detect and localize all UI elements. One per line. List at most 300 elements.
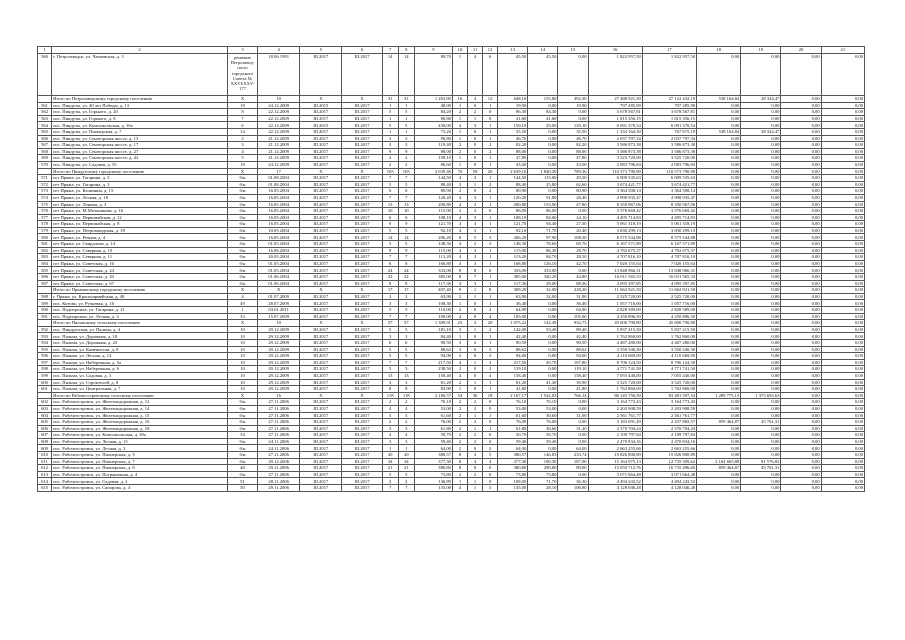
table-cell: 24,10 — [558, 214, 588, 221]
table-cell: 4 — [483, 313, 498, 320]
table-cell: 0,00 — [697, 445, 741, 452]
table-cell: 0,00 — [821, 181, 864, 188]
address-cell: пгт Пряжа, ул. Калинина, д. 15 — [52, 188, 228, 195]
table-row — [38, 379, 865, 386]
table-cell: 27,30 — [558, 221, 588, 228]
table-cell: 7 — [382, 194, 398, 201]
table-cell: 0,00 — [781, 379, 821, 386]
table-cell: 1 — [483, 128, 498, 135]
table-cell: 1 375 693,63 — [741, 392, 781, 399]
table-cell: 0,00 — [741, 194, 781, 201]
table-row — [38, 227, 865, 234]
table-cell: 13 — [398, 201, 414, 208]
table-cell: 0,00 — [821, 102, 864, 109]
table-row — [38, 188, 865, 195]
table-cell: III.2017 — [342, 274, 382, 281]
address-cell: пос. Пиндузы, ул. Комсомольская, д. 16а — [52, 122, 228, 129]
subtotal-row — [38, 392, 865, 399]
table-cell: 3 — [483, 234, 498, 241]
table-cell: 4 — [452, 280, 467, 287]
table-cell: 0 — [468, 366, 483, 373]
address-cell: пос. Рабочеостровск, ул. Пионерская, д. 8 — [52, 465, 228, 472]
table-cell: 28,10 — [528, 485, 558, 492]
subtotal-row — [38, 287, 865, 294]
table-cell: 0,00 — [781, 465, 821, 472]
table-cell: III.2017 — [300, 267, 342, 274]
column-number: 18 — [697, 47, 741, 54]
table-cell: 1 — [452, 128, 467, 135]
table-cell: III.2017 — [300, 260, 342, 267]
table-cell: 21.12.2009 — [258, 148, 300, 155]
table-cell: 54 — [452, 392, 467, 399]
table-cell: 21 — [382, 465, 398, 472]
table-cell: б/н — [227, 241, 257, 248]
table-cell: 4 — [452, 201, 467, 208]
table-cell: 0,00 — [697, 227, 741, 234]
table-row — [38, 274, 865, 281]
row-number-cell: 583 — [38, 254, 52, 261]
table-cell: 206,20 — [498, 234, 528, 241]
table-cell: 10 — [227, 339, 257, 346]
table-cell: 1 289 775,13 — [697, 392, 741, 399]
row-number-cell: 590 — [38, 307, 52, 314]
table-cell: 0,00 — [558, 432, 588, 439]
table-cell: 1 — [483, 221, 498, 228]
table-cell: 2 109 797,84 — [588, 432, 642, 439]
table-cell: 80,90 — [498, 188, 528, 195]
table-cell: 1 — [483, 161, 498, 168]
table-cell: 108,30 — [558, 234, 588, 241]
table-cell: 3 — [483, 359, 498, 366]
table-cell: III.2017 — [300, 346, 342, 353]
table-row — [38, 201, 865, 208]
table-cell: III.2017 — [342, 432, 382, 439]
table-cell: 1 — [452, 115, 467, 122]
table-cell: 1 — [483, 201, 498, 208]
table-cell: 4 — [483, 372, 498, 379]
table-cell: 28,70 — [558, 247, 588, 254]
table-cell: III.2017 — [300, 227, 342, 234]
row-number-cell: 613 — [38, 471, 52, 478]
table-cell: III.2017 — [342, 115, 382, 122]
table-cell: 30,60 — [528, 412, 558, 419]
table-cell: 13 — [382, 372, 398, 379]
table-cell: 73,80 — [528, 471, 558, 478]
table-row — [38, 247, 865, 254]
table-cell: 5 — [382, 181, 398, 188]
table-cell: 0,00 — [781, 247, 821, 254]
row-number-cell: 609 — [38, 445, 52, 452]
table-cell: 2 663 255,66 — [642, 445, 696, 452]
table-cell: 0,00 — [821, 135, 864, 142]
column-number: 6 — [342, 47, 382, 54]
table-cell: 1 — [468, 293, 483, 300]
table-cell: 90,50 — [558, 339, 588, 346]
table-cell: X — [227, 168, 257, 175]
table-cell: 88,62 — [558, 346, 588, 353]
table-cell: 0,00 — [781, 333, 821, 340]
table-cell: 0,00 — [741, 399, 781, 406]
table-cell: 3 — [452, 208, 467, 215]
table-cell: III.2017 — [342, 405, 382, 412]
table-cell: 4 — [452, 247, 467, 254]
table-cell: 3 — [382, 135, 398, 142]
table-cell: 0,00 — [821, 346, 864, 353]
table-cell: 3 678 567,81 — [642, 109, 696, 116]
table-cell: 0,00 — [741, 412, 781, 419]
table-cell: 0,00 — [697, 353, 741, 360]
table-cell: 0,00 — [697, 326, 741, 333]
table-cell: 21.12.2009 — [258, 155, 300, 162]
table-cell: 8 706 124,50 — [588, 359, 642, 366]
table-cell: 3 — [382, 300, 398, 307]
table-cell: 1 — [452, 54, 467, 96]
table-cell: 0,00 — [697, 274, 741, 281]
subtotal-row — [38, 168, 865, 175]
row-number-cell — [38, 168, 52, 175]
table-cell: 0,00 — [821, 161, 864, 168]
row-number-cell: 570 — [38, 161, 52, 168]
row-number-cell: 592 — [38, 326, 52, 333]
table-cell: 0,00 — [781, 274, 821, 281]
table-cell: 2 — [382, 419, 398, 426]
table-cell: 18 — [227, 161, 257, 168]
table-cell: III.2017 — [342, 122, 382, 129]
table-cell: 41,60 — [528, 115, 558, 122]
table-cell: 0,00 — [697, 399, 741, 406]
table-row — [38, 181, 865, 188]
table-cell: 0,00 — [697, 188, 741, 195]
table-cell: III.2017 — [300, 366, 342, 373]
table-cell: III.2017 — [342, 307, 382, 314]
table-cell: 39,90 — [558, 379, 588, 386]
table-cell: 88,62 — [498, 346, 528, 353]
table-cell: 2 828 589,00 — [588, 307, 642, 314]
table-cell: 61,60 — [414, 412, 452, 419]
table-cell: 0,00 — [697, 346, 741, 353]
row-number-cell: 566 — [38, 135, 52, 142]
table-cell: 129,10 — [558, 122, 588, 129]
table-cell: 7 — [382, 175, 398, 182]
table-cell: 0,00 — [741, 274, 781, 281]
table-cell: 1 — [483, 247, 498, 254]
table-cell: 0,00 — [697, 175, 741, 182]
address-cell: Итого по Пряжинскому городскому поселению — [52, 287, 228, 294]
table-cell: 0,00 — [781, 320, 821, 327]
table-row — [38, 465, 865, 472]
table-cell: X — [300, 320, 342, 327]
column-number: 20 — [781, 47, 821, 54]
address-cell: пос. Рабочеостровск, ул. Сапорова, д. 4 — [52, 485, 228, 492]
table-cell: 5 — [382, 471, 398, 478]
table-cell: 7 — [398, 194, 414, 201]
table-cell: 5 837 215,50 — [642, 326, 696, 333]
table-cell: 27.11.2006 — [258, 432, 300, 439]
table-cell: III.2017 — [342, 221, 382, 228]
table-cell: 59,40 — [414, 438, 452, 445]
table-cell: 59,40 — [528, 438, 558, 445]
table-cell: 0,00 — [697, 234, 741, 241]
table-cell: III.2017 — [342, 326, 382, 333]
table-row — [38, 405, 865, 412]
table-cell: 61,80 — [498, 425, 528, 432]
table-cell: 0,00 — [781, 161, 821, 168]
column-number: 12 — [483, 47, 498, 54]
table-row — [38, 452, 865, 459]
table-cell: 0 — [483, 267, 498, 274]
table-cell: 0,00 — [741, 471, 781, 478]
table-cell: 29.11.2006 — [258, 485, 300, 492]
table-cell: 5 — [398, 227, 414, 234]
table-cell: 14 — [398, 54, 414, 96]
table-cell: 10 — [227, 372, 257, 379]
table-cell: 1 — [483, 293, 498, 300]
table-cell: 6 — [398, 214, 414, 221]
table-cell: 2 — [452, 366, 467, 373]
table-cell: 0,00 — [821, 326, 864, 333]
table-cell: 0,00 — [781, 168, 821, 175]
table-cell: 0,00 — [741, 122, 781, 129]
table-cell: 3 — [468, 208, 483, 215]
table-cell: 6 167 571,89 — [588, 241, 642, 248]
table-cell: 165 — [382, 168, 398, 175]
table-cell: 0,00 — [528, 142, 558, 149]
table-cell: 29,00 — [528, 280, 558, 287]
table-cell: 0,00 — [781, 260, 821, 267]
table-cell: 4 998 935,47 — [588, 194, 642, 201]
table-cell: 5 — [398, 181, 414, 188]
table-cell: 2 — [468, 471, 483, 478]
table-cell: 5 — [483, 452, 498, 459]
table-cell: III.2017 — [342, 188, 382, 195]
table-cell: 0 — [483, 115, 498, 122]
table-cell: 41,80 — [558, 386, 588, 393]
table-cell: 34 — [398, 458, 414, 465]
table-cell: 76,10 — [414, 399, 452, 406]
row-number-cell: 603 — [38, 405, 52, 412]
table-cell: 31 — [382, 96, 398, 103]
table-cell: 0,00 — [821, 128, 864, 135]
table-cell: III.2015 — [300, 102, 342, 109]
table-cell: 16.05.2004 — [258, 201, 300, 208]
table-cell: 29.12.2009 — [258, 379, 300, 386]
row-number-cell: 571 — [38, 175, 52, 182]
table-cell: 0,00 — [697, 333, 741, 340]
table-cell: 110 573 790,90 — [588, 168, 642, 175]
table-cell: 105,00 — [498, 313, 528, 320]
table-cell: 0,00 — [741, 175, 781, 182]
table-cell: 110,00 — [414, 307, 452, 314]
table-cell: 2 639,46 — [414, 168, 452, 175]
table-cell: 81,20 — [498, 379, 528, 386]
table-cell: 22 — [398, 274, 414, 281]
table-cell: 1 — [483, 122, 498, 129]
table-cell: 5 061 318,19 — [642, 221, 696, 228]
table-cell: 3 — [468, 280, 483, 287]
table-cell: III.2017 — [300, 142, 342, 149]
table-cell: 5 — [382, 122, 398, 129]
table-cell: 80,90 — [558, 188, 588, 195]
table-cell: б/н — [227, 221, 257, 228]
table-cell: 86,60 — [414, 161, 452, 168]
table-cell: 92,10 — [414, 227, 452, 234]
table-cell: 36,40 — [558, 300, 588, 307]
table-cell: 2 — [452, 188, 467, 195]
table-cell: 290,80 — [528, 465, 558, 472]
table-row — [38, 432, 865, 439]
table-cell: 47,80 — [558, 201, 588, 208]
column-number: 9 — [414, 47, 452, 54]
table-cell: 0,00 — [821, 471, 864, 478]
table-cell: 0,00 — [741, 386, 781, 393]
table-cell: 76 — [452, 168, 467, 175]
table-cell: 27 122 432,19 — [642, 96, 696, 103]
table-cell: 6 091 370,54 — [642, 122, 696, 129]
table-cell: III.2017 — [300, 208, 342, 215]
table-cell: 4 — [468, 96, 483, 103]
row-number-cell: 598 — [38, 366, 52, 373]
table-cell: 0,00 — [528, 128, 558, 135]
table-cell: 19,90 — [498, 102, 528, 109]
table-cell: 0 — [468, 445, 483, 452]
table-row — [38, 478, 865, 485]
table-cell: 167,80 — [558, 359, 588, 366]
table-cell: 2 083 796,84 — [642, 161, 696, 168]
table-cell: 0,00 — [781, 339, 821, 346]
table-cell: 4 095 397,85 — [588, 280, 642, 287]
table-cell: 4 771 741,50 — [588, 366, 642, 373]
table-cell: 0,00 — [781, 208, 821, 215]
table-cell: 181,10 — [414, 326, 452, 333]
table-cell: 1 — [483, 412, 498, 419]
table-cell: X — [342, 392, 382, 399]
table-cell: б/н — [227, 254, 257, 261]
table-cell: 0,00 — [697, 372, 741, 379]
table-cell: 31,90 — [558, 293, 588, 300]
table-cell: 0,00 — [528, 307, 558, 314]
table-cell: 0,00 — [741, 478, 781, 485]
table-cell: III.2017 — [300, 372, 342, 379]
table-cell: 4 — [452, 372, 467, 379]
table-cell: 15 826 800,89 — [642, 452, 696, 459]
table-cell: 0,00 — [781, 353, 821, 360]
table-cell: 0,00 — [821, 372, 864, 379]
table-cell: 83,90 — [414, 386, 452, 393]
table-cell: 94,00 — [498, 353, 528, 360]
table-cell: 3 525 720,00 — [642, 379, 696, 386]
table-cell: 84,70 — [528, 254, 558, 261]
table-cell: 33 — [227, 313, 257, 320]
table-cell: 5 — [227, 155, 257, 162]
table-row — [38, 102, 865, 109]
table-cell: 0 — [468, 307, 483, 314]
table-cell: 24.11.2006 — [258, 445, 300, 452]
table-cell: 53,00 — [498, 405, 528, 412]
table-cell: 0,00 — [821, 485, 864, 492]
address-cell: пос. Рабочеостровск, ул. Железнодорожная, д. 16 — [52, 419, 228, 426]
table-cell: 29.12.2006 — [258, 458, 300, 465]
table-cell: 0,00 — [697, 161, 741, 168]
table-cell: 0,00 — [781, 471, 821, 478]
table-cell: 88,36 — [558, 280, 588, 287]
table-cell: 1 — [483, 333, 498, 340]
table-cell: 333,00 — [414, 267, 452, 274]
table-cell: 32,00 — [528, 287, 558, 294]
table-cell: III.2017 — [300, 339, 342, 346]
table-cell: III.2017 — [342, 135, 382, 142]
table-cell: 0,00 — [821, 445, 864, 452]
table-cell: 159,10 — [498, 122, 528, 129]
table-cell: 1 — [468, 379, 483, 386]
table-cell: 46,70 — [558, 135, 588, 142]
table-cell: 0,00 — [528, 445, 558, 452]
table-cell: 0,00 — [697, 366, 741, 373]
table-cell: 62,60 — [558, 181, 588, 188]
table-cell: 1 — [452, 333, 467, 340]
table-row — [38, 412, 865, 419]
row-number-cell: 580 — [38, 234, 52, 241]
table-cell: 1 — [468, 359, 483, 366]
table-cell: III.2017 — [342, 128, 382, 135]
table-cell: III.2017 — [342, 247, 382, 254]
table-cell: 0,00 — [697, 432, 741, 439]
column-number: 1 — [38, 47, 52, 54]
table-cell: 0,00 — [558, 115, 588, 122]
table-cell: 0,00 — [741, 287, 781, 294]
column-number: 2 — [52, 47, 228, 54]
table-cell: 41,60 — [498, 115, 528, 122]
table-cell: III.2017 — [300, 115, 342, 122]
table-cell: решение Петрозавод-ского городского Совета № XXVI/XXV-177 — [227, 54, 257, 96]
address-cell: пос. Пиндузы, ул. Сенаторская шоссе, д. 17 — [52, 142, 228, 149]
table-cell: 0,00 — [781, 234, 821, 241]
row-number-cell: 611 — [38, 458, 52, 465]
table-cell: 0,00 — [821, 419, 864, 426]
table-cell: III.2017 — [342, 194, 382, 201]
table-cell: 0,00 — [741, 359, 781, 366]
table-cell: 0,00 — [781, 267, 821, 274]
table-cell: X — [300, 168, 342, 175]
table-cell: 8 350 967,06 — [588, 201, 642, 208]
table-cell: 0,00 — [697, 471, 741, 478]
table-cell: 8 — [452, 452, 467, 459]
table-cell: 1 — [483, 254, 498, 261]
table-cell: III.2017 — [300, 478, 342, 485]
table-cell: 0,00 — [821, 109, 864, 116]
table-cell: 10 — [398, 208, 414, 215]
table-cell: 108,10 — [414, 214, 452, 221]
table-cell: X — [342, 320, 382, 327]
table-cell: 96,80 — [414, 135, 452, 142]
table-cell: 0,00 — [821, 425, 864, 432]
table-cell: 0 — [468, 188, 483, 195]
table-cell: III.2017 — [300, 274, 342, 281]
table-cell: 0,00 — [781, 109, 821, 116]
table-cell: 108,30 — [414, 300, 452, 307]
table-cell: 0,00 — [821, 221, 864, 228]
table-cell: III.2017 — [300, 379, 342, 386]
table-cell: 64,90 — [498, 307, 528, 314]
table-cell: 106,90 — [558, 485, 588, 492]
row-number-cell: 561 — [38, 102, 52, 109]
table-cell: 121,70 — [498, 221, 528, 228]
table-cell: 1 — [382, 445, 398, 452]
table-cell: 2 663 255,66 — [588, 445, 642, 452]
table-cell: 29.12.2009 — [258, 359, 300, 366]
table-cell: 5 — [382, 227, 398, 234]
table-cell: 42,70 — [558, 260, 588, 267]
table-cell: 44,80 — [558, 274, 588, 281]
